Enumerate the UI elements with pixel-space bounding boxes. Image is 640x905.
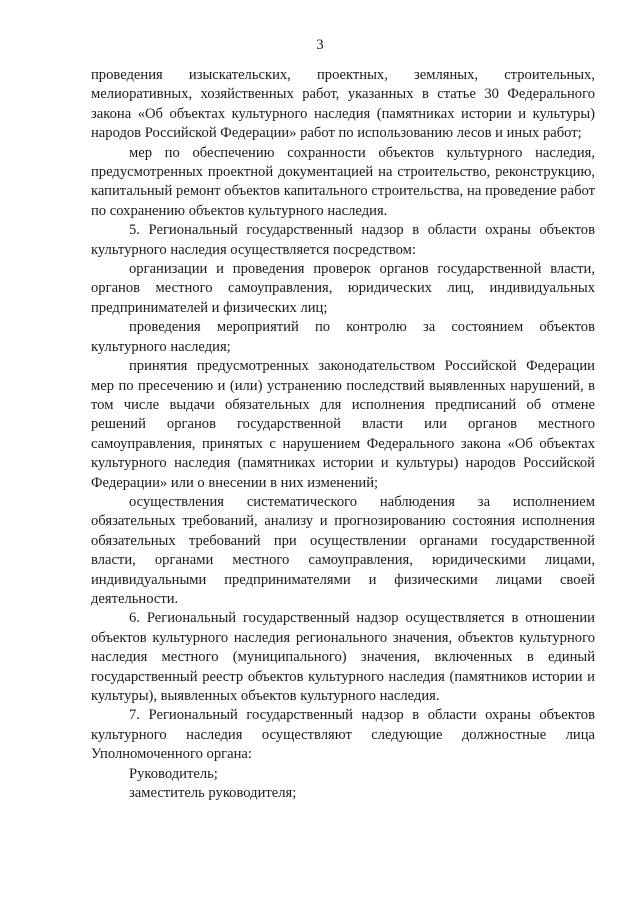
page-number: 3	[316, 37, 324, 53]
paragraph: принятия предусмотренных законодательством Российской Федерации мер по пресечению и (или) устранению последствий выявленных нарушений, в том числе выдачи обязательных для исполнения предписаний об отмене решений органов государственной власти или органов местного самоуправления, принятых с нарушением Федерального закона «Об объектах культурного наследия (памятниках истории и культуры) народов Российской Федерации» или о внесении в них изменений;	[91, 358, 595, 491]
paragraph: заместитель руководителя;	[129, 785, 297, 802]
paragraph-clause-6: 6. Региональный государственный надзор осуществляется в отношении объектов культурного наследия регионального значения, объектов культурного наследия местного (муниципального) значения, включенных в единый государственный реестр объектов культурного наследия (памятников истории и культуры), выявленных объектов культурного наследия.	[91, 610, 595, 704]
paragraph-continuation: проведения изыскательских, проектных, земляных, строительных, мелиоративных, хозяйственных работ, указанных в статье 30 Федерального закона «Об объектах культурного наследия (памятниках истории и культуры) народов Российской Федерации» работ по использованию лесов и иных работ;	[91, 67, 595, 142]
paragraph: мер по обеспечению сохранности объектов культурного наследия, предусмотренных проектной документацией на строительство, реконструкцию, капитальный ремонт объектов капитального строительства, на проведение работ по сохранению объектов культурного наследия.	[91, 144, 595, 219]
paragraph: организации и проведения проверок органов государственной власти, органов местного самоуправления, юридических лиц, индивидуальных предпринимателей и физических лиц;	[91, 261, 595, 316]
paragraph-clause-5: 5. Региональный государственный надзор в области охраны объектов культурного наследия осуществляется посредством:	[91, 222, 595, 258]
paragraph: Руководитель;	[129, 765, 218, 782]
paragraph: проведения мероприятий по контролю за состоянием объектов культурного наследия;	[91, 319, 595, 355]
paragraph: осуществления систематического наблюдения за исполнением обязательных требований, анализу и прогнозированию состояния исполнения обязательных требований при осуществлении органами государственной власти, органами местного самоуправления, юридическими лицами, индивидуальными предпринимателями и физическими лицами своей деятельности.	[91, 493, 595, 607]
paragraph-clause-7: 7. Региональный государственный надзор в области охраны объектов культурного наследия осуществляют следующие должностные лица Уполномоченного органа:	[91, 707, 595, 763]
document-body	[91, 66, 595, 803]
